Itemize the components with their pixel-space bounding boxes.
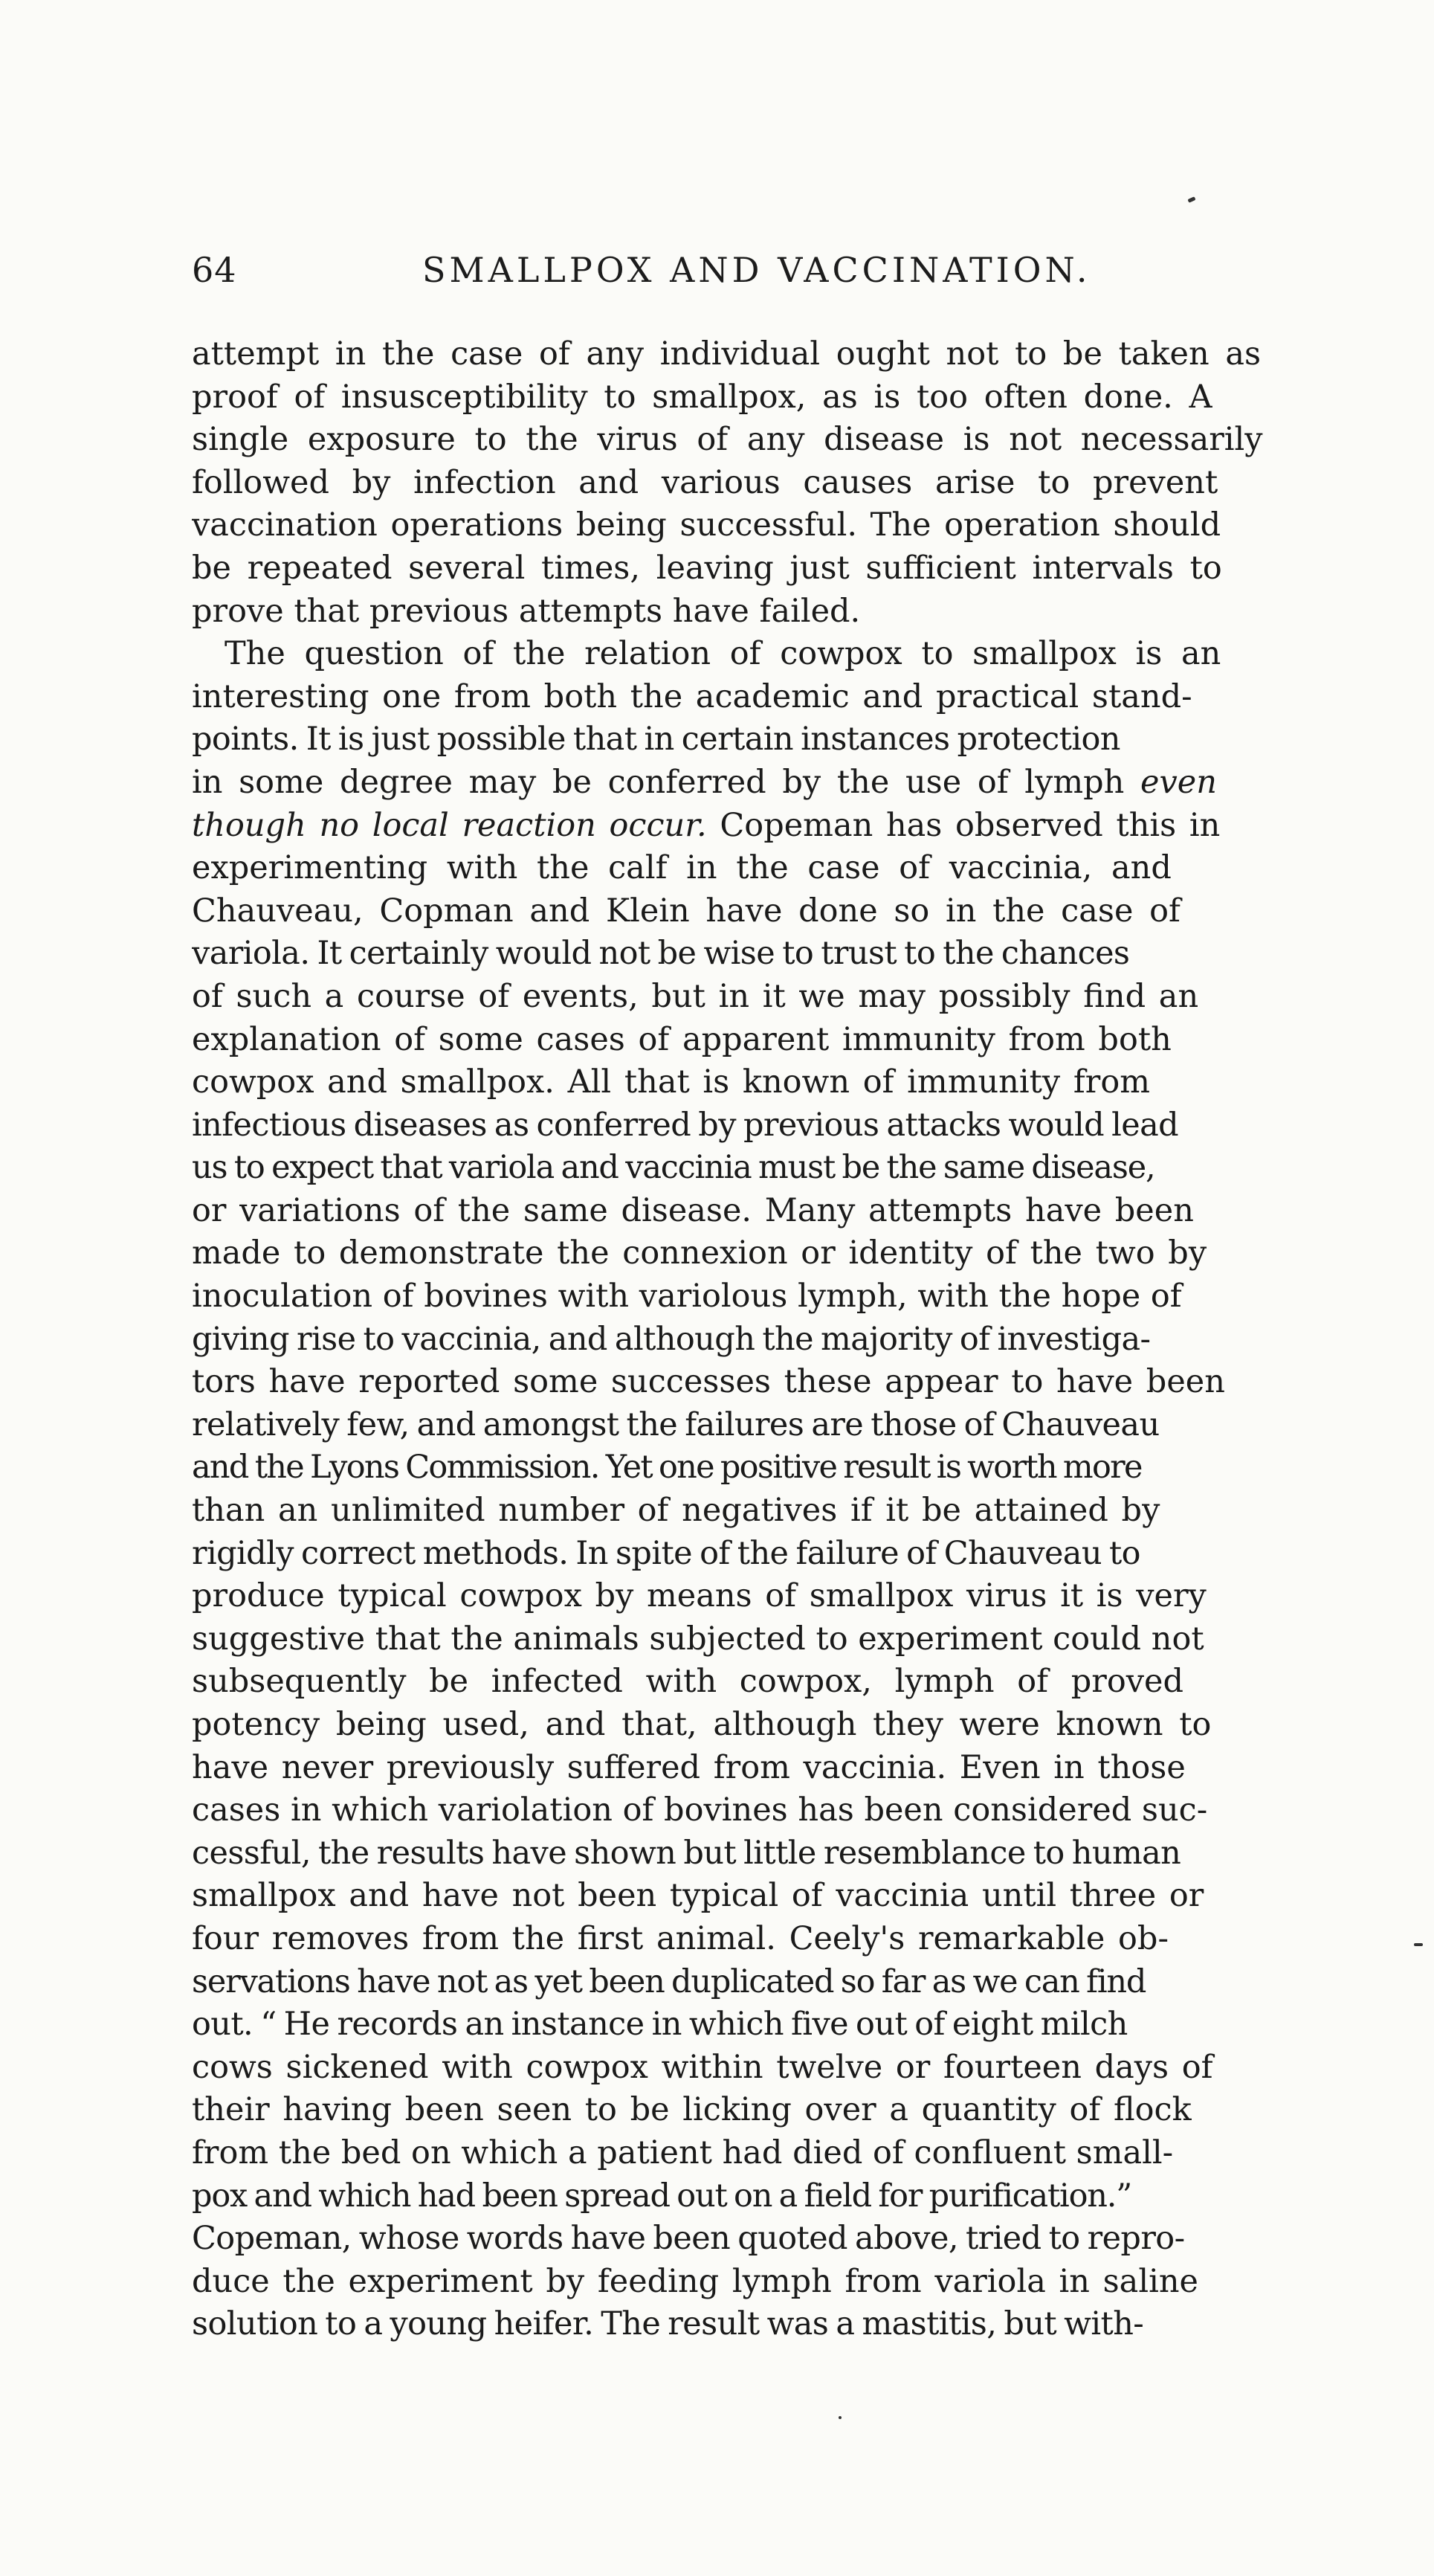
text-line: relatively few, and amongst the failures are those of Chauveau bbox=[192, 1405, 1160, 1443]
paragraph-1 bbox=[192, 333, 1334, 633]
text-line: vaccination operations being successful. The operation should bbox=[192, 506, 1221, 544]
text-line: pox and which had been spread out on a field for purification.” bbox=[192, 2177, 1132, 2215]
text-line: cowpox and smallpox. All that is known of immunity from bbox=[192, 1063, 1150, 1101]
line-text: Copeman has observed this in bbox=[720, 806, 1221, 844]
text-line: giving rise to vaccinia, and although the majority of investiga- bbox=[192, 1320, 1151, 1358]
text-line: and the Lyons Commission. Yet one positive result is worth more bbox=[192, 1449, 1142, 1487]
ink-speck bbox=[839, 2416, 842, 2419]
italic-text: though no local reaction occur. bbox=[192, 806, 707, 844]
text-line bbox=[192, 805, 1334, 848]
text-line: produce typical cowpox by means of smallpox virus it is very bbox=[192, 1577, 1207, 1615]
text-line: suggestive that the animals subjected to experiment could not bbox=[192, 1620, 1204, 1658]
text-line bbox=[192, 761, 1334, 805]
text-line: Chauveau, Copman and Klein have done so in the case of bbox=[192, 892, 1181, 930]
text-line: proof of insusceptibility to smallpox, as is too often done. A bbox=[192, 378, 1212, 416]
text-line: have never previously suffered from vaccinia. Even in those bbox=[192, 1748, 1186, 1786]
text-line: inoculation of bovines with variolous lymph, with the hope of bbox=[192, 1278, 1182, 1316]
body-text bbox=[192, 333, 1334, 2346]
text-line: subsequently be infected with cowpox, lymph of proved bbox=[192, 1663, 1184, 1701]
text-line: servations have not as yet been duplicated so far as we can find bbox=[192, 1962, 1146, 2000]
text-line: The question of the relation of cowpox to smallpox is an bbox=[225, 635, 1221, 673]
text-line: attempt in the case of any individual ought not to be taken as bbox=[192, 335, 1262, 373]
text-line: cases in which variolation of bovines has been considered suc- bbox=[192, 1791, 1208, 1829]
text-line: experimenting with the calf in the case of vaccinia, and bbox=[192, 849, 1172, 887]
text-line: variola. It certainly would not be wise to trust to the chances bbox=[192, 935, 1130, 973]
text-line: single exposure to the virus of any disease is not necessarily bbox=[192, 421, 1263, 459]
text-line: or variations of the same disease. Many attempts have been bbox=[192, 1191, 1194, 1229]
text-line: points. It is just possible that in certain instances protection bbox=[192, 721, 1120, 759]
text-line: us to expect that variola and vaccinia must be the same disease, bbox=[192, 1149, 1155, 1187]
text-line: from the bed on which a patient had died of confluent small- bbox=[192, 2134, 1174, 2171]
text-line: cessful, the results have shown but little resemblance to human bbox=[192, 1834, 1181, 1872]
text-line: Copeman, whose words have been quoted above, tried to repro- bbox=[192, 2220, 1185, 2258]
paragraph-2 bbox=[192, 633, 1334, 2346]
text-line: duce the experiment by feeding lymph from variola in saline bbox=[192, 2262, 1198, 2300]
text-line: than an unlimited number of negatives if it be attained by bbox=[192, 1492, 1160, 1530]
text-line: solution to a young heifer. The result was a mastitis, but with- bbox=[192, 2305, 1144, 2343]
ink-speck bbox=[1414, 1943, 1423, 1946]
text-line: infectious diseases as conferred by previous attacks would lead bbox=[192, 1106, 1179, 1144]
text-line: explanation of some cases of apparent immunity from both bbox=[192, 1020, 1172, 1058]
running-title: SMALLPOX AND VACCINATION. bbox=[422, 250, 1091, 290]
text-line: smallpox and have not been typical of vaccinia until three or bbox=[192, 1877, 1204, 1915]
text-line: of such a course of events, but in it we may possibly find an bbox=[192, 977, 1199, 1015]
text-line: cows sickened with cowpox within twelve or fourteen days of bbox=[192, 2048, 1213, 2086]
line-text: in some degree may be conferred by the use of lymph bbox=[192, 763, 1125, 801]
running-head bbox=[192, 250, 1334, 309]
ink-speck bbox=[1187, 196, 1195, 203]
text-line: rigidly correct methods. In spite of the failure of Chauveau to bbox=[192, 1534, 1140, 1572]
text-line: potency being used, and that, although they were known to bbox=[192, 1706, 1212, 1743]
text-line: prove that previous attempts have failed. bbox=[192, 592, 861, 630]
text-line: their having been seen to be licking over a quantity of flock bbox=[192, 2091, 1192, 2129]
text-line: four removes from the first animal. Ceely's remarkable ob- bbox=[192, 1919, 1169, 1957]
text-line: be repeated several times, leaving just sufficient intervals to bbox=[192, 549, 1222, 587]
page-number: 64 bbox=[192, 250, 237, 290]
text-line: out. “ He records an instance in which five out of eight milch bbox=[192, 2006, 1128, 2044]
text-line: tors have reported some successes these appear to have been bbox=[192, 1363, 1225, 1401]
text-line: made to demonstrate the connexion or identity of the two by bbox=[192, 1234, 1207, 1272]
italic-text: even bbox=[1140, 763, 1217, 801]
text-line: interesting one from both the academic and practical stand- bbox=[192, 677, 1192, 715]
text-line: followed by infection and various causes arise to prevent bbox=[192, 463, 1218, 501]
